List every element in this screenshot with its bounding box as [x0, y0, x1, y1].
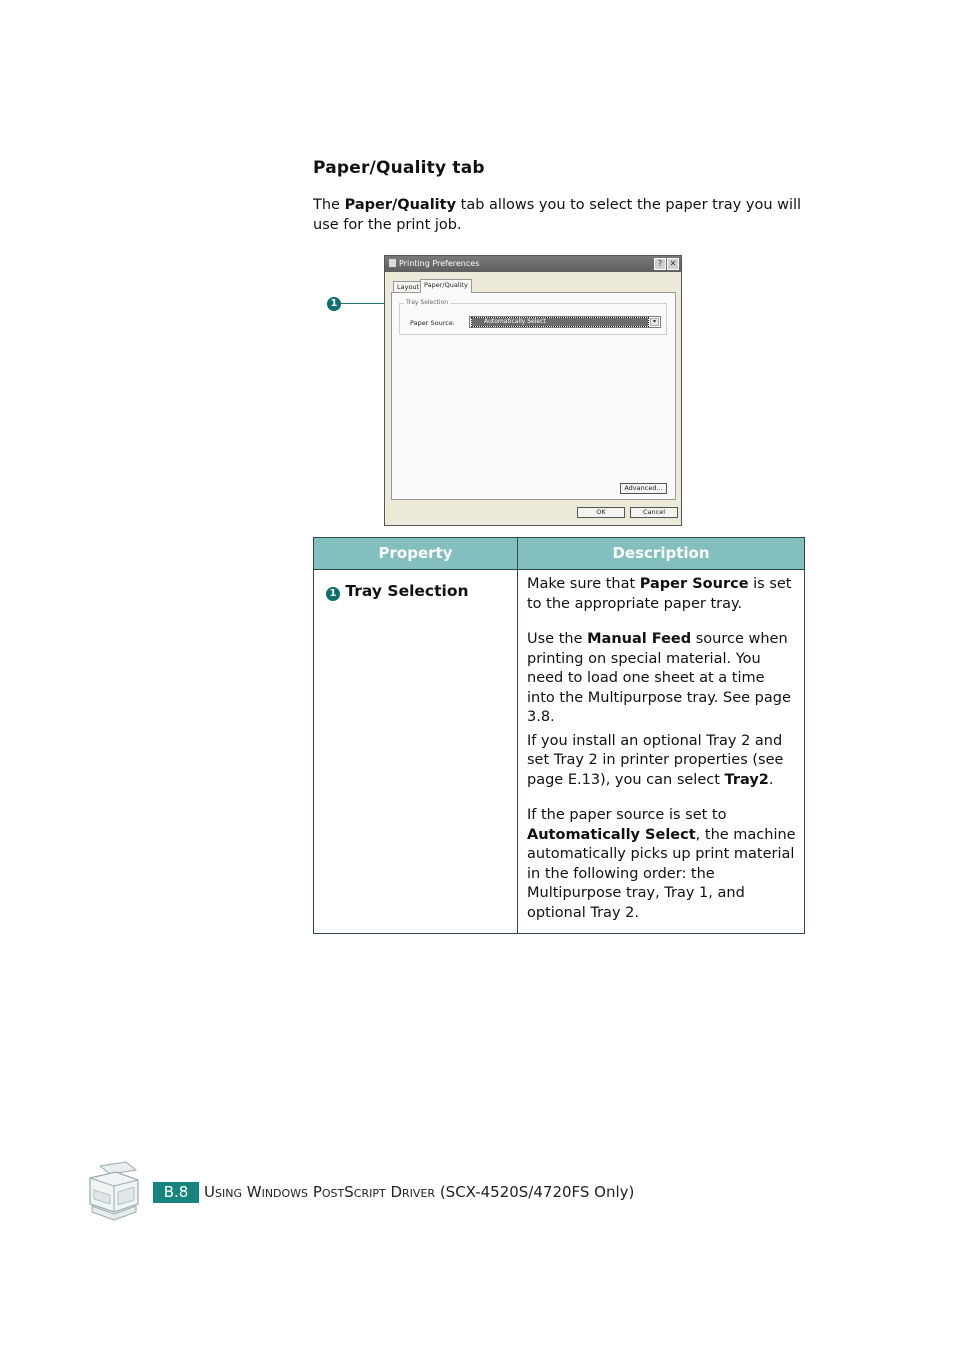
- footer-title: [204, 1182, 634, 1204]
- desc-text: Make sure that: [527, 576, 640, 592]
- section-heading: Paper/Quality tab: [313, 158, 485, 178]
- footer-title-part: INDOWS: [261, 1187, 309, 1200]
- desc-text: If you install an optional Tray 2 and set Tray 2 in printer properties (see page E.13), you can select: [527, 732, 784, 788]
- footer-title-part: SING: [214, 1187, 242, 1200]
- desc-bold: Paper Source: [639, 576, 749, 592]
- footer-title-part: OST: [321, 1187, 345, 1200]
- dialog-title: Printing Preferences: [399, 259, 480, 268]
- intro-suffix: tab allows you to select the paper tray you will use for the print job.: [313, 197, 802, 233]
- table-row: [314, 570, 805, 934]
- desc-bold: Tray2: [724, 771, 769, 788]
- chevron-down-icon[interactable]: ▾: [650, 318, 659, 326]
- help-button[interactable]: ?: [654, 258, 666, 270]
- property-number: 1: [326, 587, 340, 601]
- page-number-badge: B.8: [153, 1182, 199, 1203]
- footer-title-part: S: [344, 1183, 354, 1201]
- footer-title-part: (SCX-4520S/4720FS Only): [435, 1183, 635, 1201]
- desc-text: is set to the appropriate paper tray.: [527, 576, 792, 612]
- desc-paragraph-1: [527, 575, 796, 614]
- printer-icon: [86, 1160, 142, 1222]
- property-cell: [314, 570, 518, 934]
- footer-title-part: U: [204, 1183, 215, 1201]
- footer-title-part: D: [385, 1183, 403, 1201]
- paper-source-label: Paper Source:: [410, 319, 455, 327]
- property-header: Property: [314, 538, 518, 570]
- desc-bold: Automatically Select: [527, 826, 696, 843]
- intro-paragraph: [313, 196, 813, 235]
- desc-paragraph-2: [527, 630, 796, 728]
- footer-title-part: CRIPT: [353, 1187, 386, 1200]
- desc-text: source when printing on special material. You need to load one sheet at a time into the Multipurpose tray. See page 3.8.: [527, 631, 791, 725]
- paper-source-select[interactable]: [469, 316, 661, 328]
- desc-text: Use the: [527, 631, 588, 647]
- ok-button[interactable]: OK: [577, 507, 625, 518]
- close-button[interactable]: ✕: [667, 258, 679, 270]
- dialog-titlebar: [385, 256, 681, 272]
- footer-title-part: P: [308, 1183, 322, 1201]
- tray-selection-label: Tray Selection: [406, 299, 449, 306]
- description-header: Description: [518, 538, 805, 570]
- property-name: Tray Selection: [345, 582, 469, 600]
- tab-paper-quality[interactable]: Paper/Quality: [420, 279, 472, 293]
- tray-selection-group: [399, 299, 667, 335]
- callout-number: 1: [327, 297, 341, 311]
- desc-paragraph-4: [527, 806, 796, 923]
- footer-title-part: RIVER: [402, 1187, 436, 1200]
- footer-title-part: W: [241, 1183, 262, 1201]
- advanced-button[interactable]: Advanced...: [620, 483, 667, 494]
- printing-preferences-dialog: [384, 255, 682, 526]
- intro-bold: Paper/Quality: [344, 197, 457, 213]
- cancel-button[interactable]: Cancel: [630, 507, 678, 518]
- table-header-row: [314, 538, 805, 570]
- printer-icon: [389, 259, 396, 267]
- intro-prefix: The: [313, 197, 345, 213]
- paper-source-value: Automatically Select: [472, 318, 648, 326]
- property-table: [313, 537, 805, 934]
- desc-bold: Manual Feed: [587, 631, 692, 647]
- desc-text: .: [768, 771, 774, 788]
- tab-panel: [391, 292, 676, 500]
- desc-text: , the machine automatically picks up print material in the following order: the Multipurpose tray, Tray 1, and optional Tray 2.: [527, 826, 796, 921]
- description-cell: [518, 570, 805, 934]
- desc-paragraph-3: [527, 732, 796, 791]
- tab-layout[interactable]: Layout: [393, 281, 423, 292]
- desc-text: If the paper source is set to: [527, 807, 727, 823]
